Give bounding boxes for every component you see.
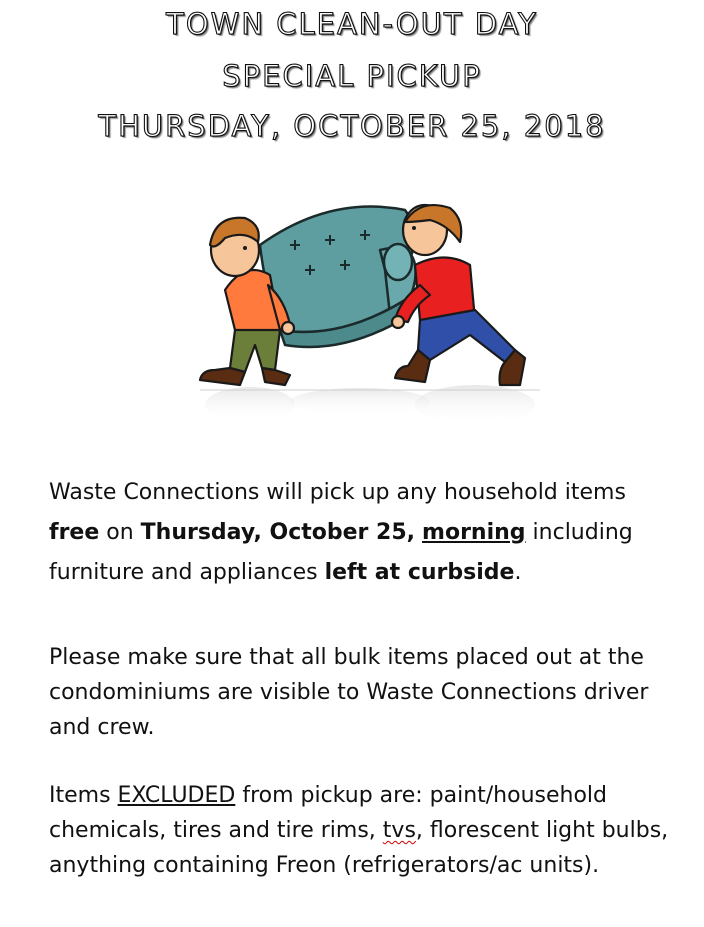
morning-emphasis: morning bbox=[422, 520, 526, 545]
p1-text: Waste Connections will pick up any household items bbox=[49, 480, 626, 505]
p3-text: , florescent light bulbs, anything containing Freon (refrigerators/ac units). bbox=[49, 818, 669, 878]
title-line-1: TOWN CLEAN-OUT DAY bbox=[166, 7, 538, 41]
excluded-emphasis: EXCLUDED bbox=[117, 783, 236, 808]
free-emphasis: free bbox=[49, 520, 100, 545]
curbside-emphasis: left at curbside bbox=[324, 560, 515, 585]
two-people-carrying-couch-icon bbox=[180, 190, 550, 450]
exclusions-paragraph bbox=[49, 778, 669, 883]
pickup-details-paragraph bbox=[49, 473, 669, 593]
p1-text: . bbox=[514, 560, 522, 585]
title-line-2: SPECIAL PICKUP bbox=[222, 59, 482, 93]
p1-text: on bbox=[99, 520, 141, 545]
tvs-word: tvs bbox=[382, 818, 416, 843]
p3-text: Items bbox=[49, 783, 118, 808]
p1-text bbox=[415, 520, 422, 545]
p1-text: including furniture and appliances bbox=[49, 520, 633, 585]
p3-text: from pickup are: paint/household chemicals, tires and tire rims, bbox=[49, 783, 607, 843]
visibility-paragraph: Please make sure that all bulk items placed out at the condominiums are visible to Waste Connections driver and crew. bbox=[49, 645, 649, 740]
title-line-3: THURSDAY, OCTOBER 25, 2018 bbox=[98, 109, 606, 143]
date-emphasis: Thursday, October 25, bbox=[140, 520, 416, 545]
